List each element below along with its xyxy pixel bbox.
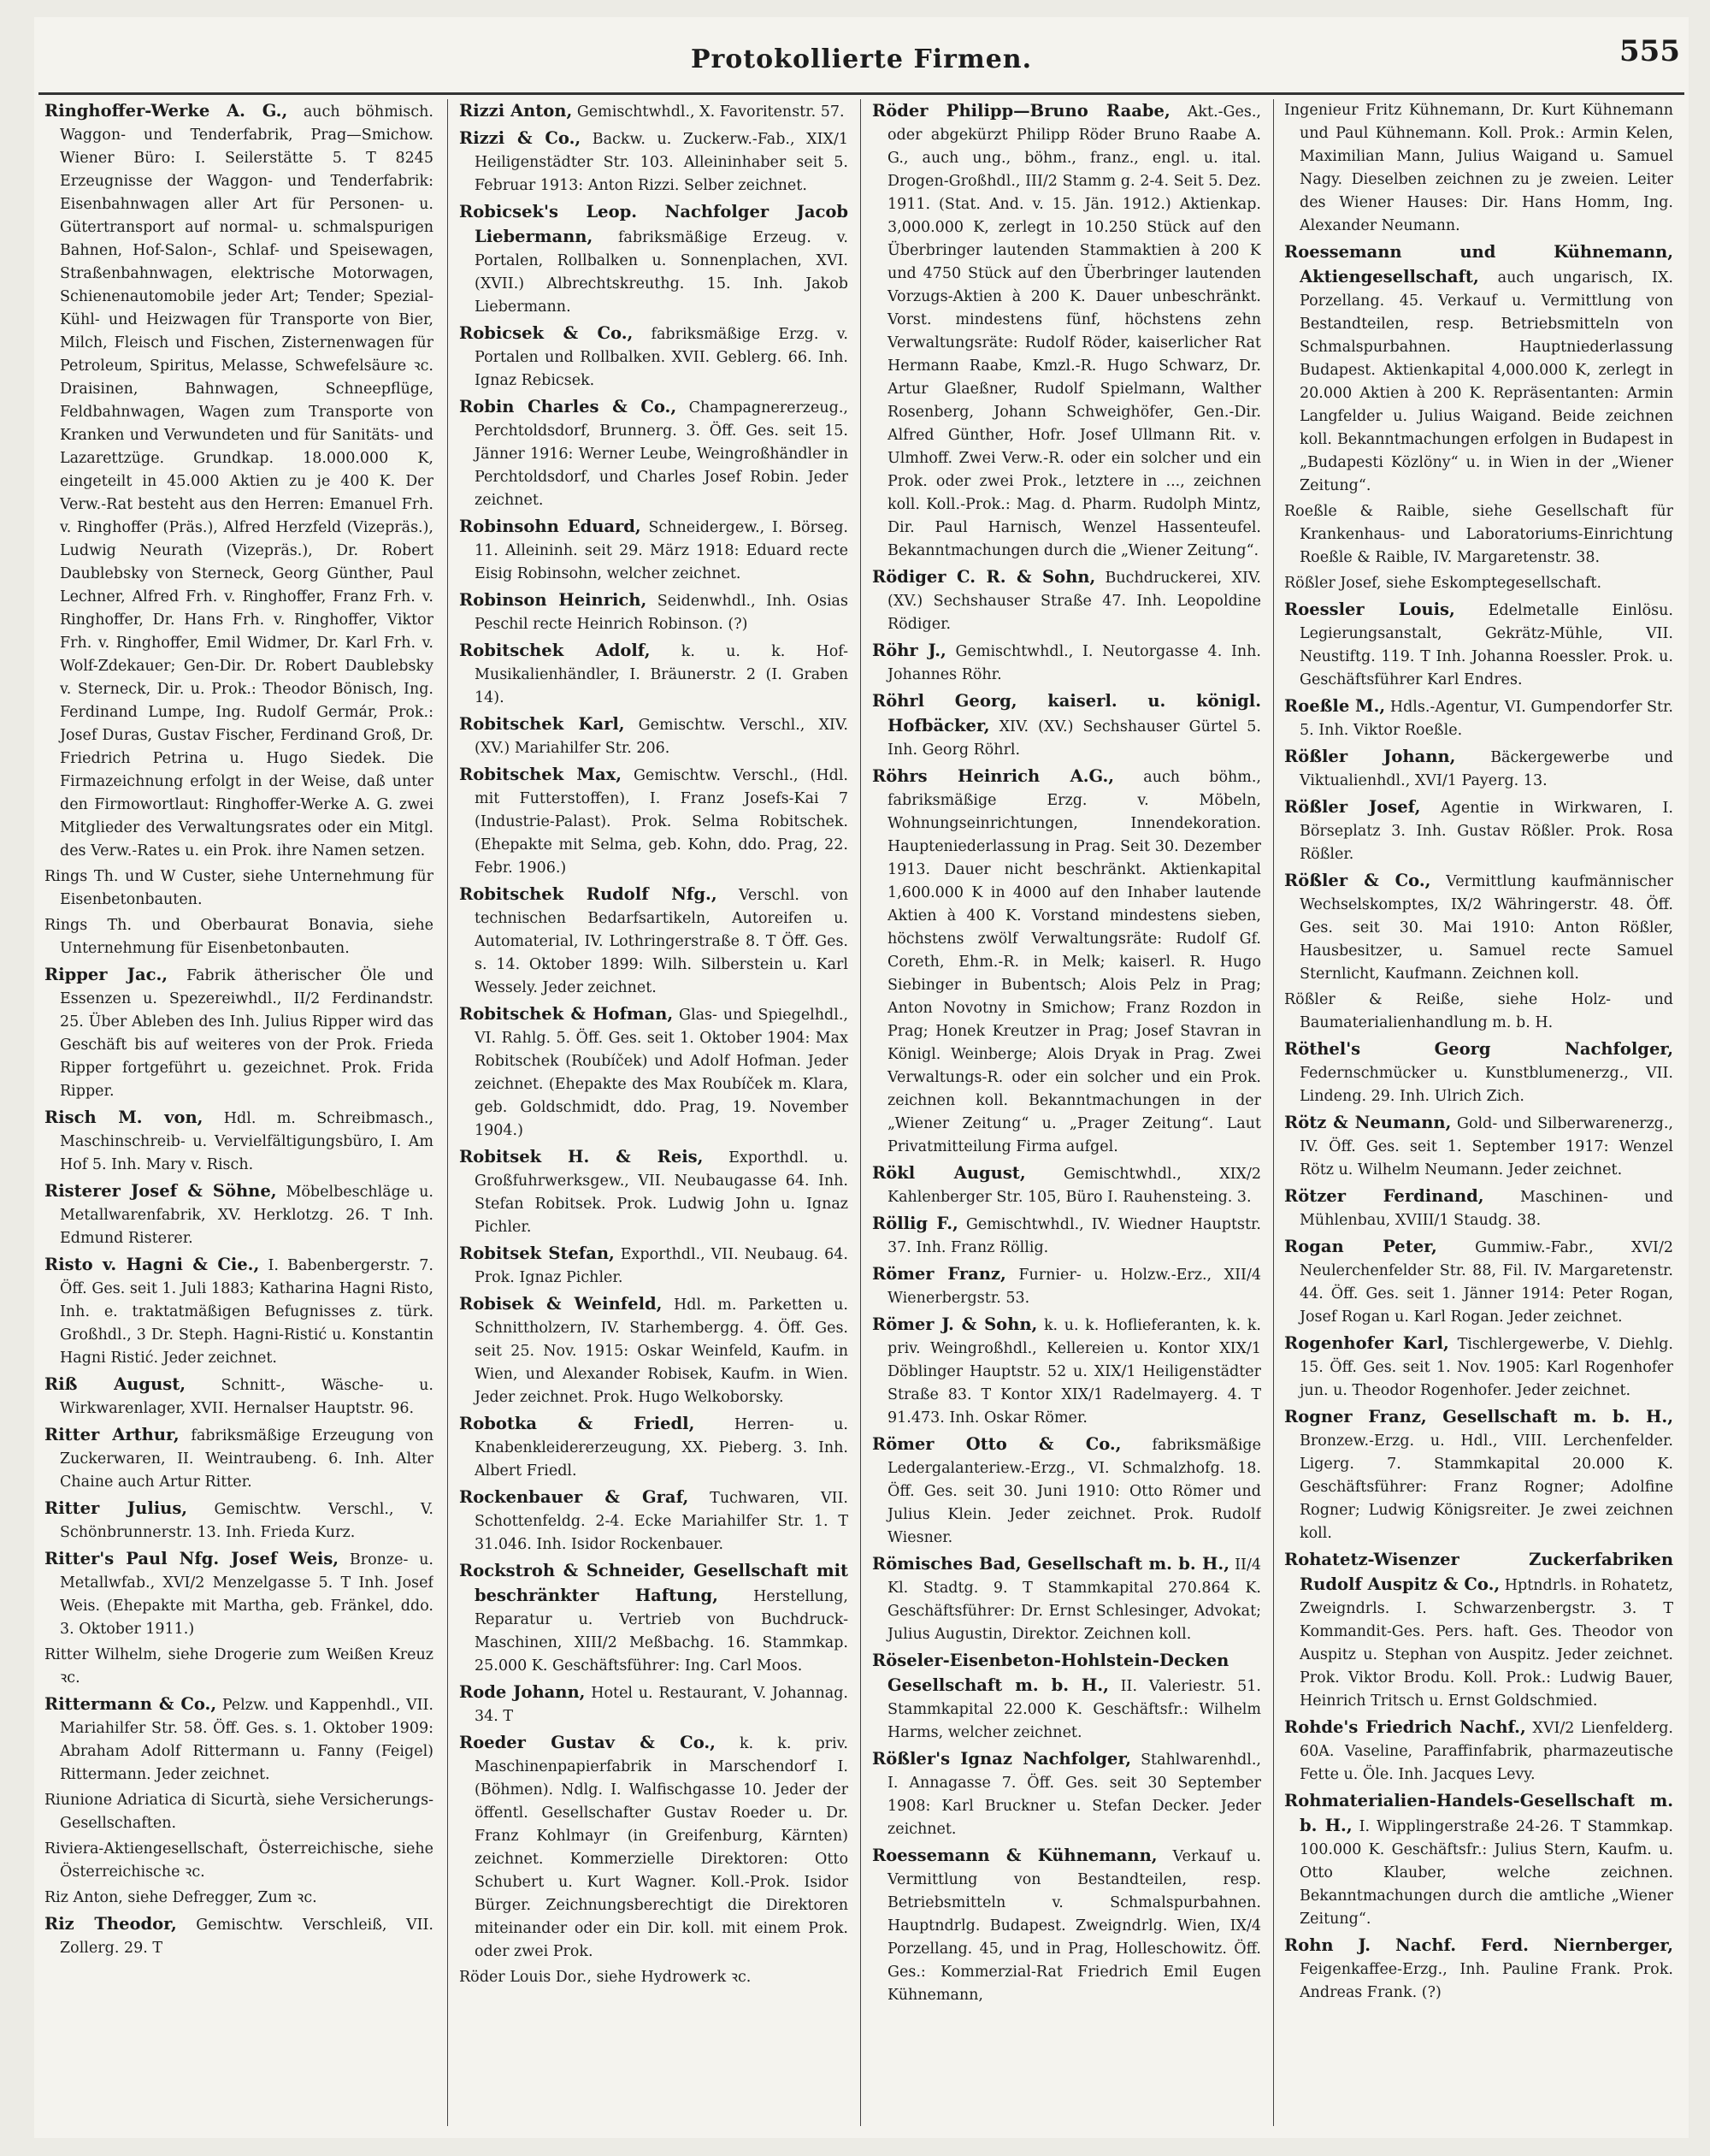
firm-name: Rittermann & Co., — [44, 1694, 217, 1714]
firm-name: Risto v. Hagni & Cie., — [44, 1255, 260, 1274]
firm-details: XIV. (XV.) Sechshauser Gürtel 5. Inh. Georg Röhrl. — [887, 718, 1261, 759]
firm-entry — [44, 1692, 433, 1787]
firm-details: Hotel u. Restaurant, V. Johannag. 34. T — [475, 1685, 848, 1725]
firm-entry — [459, 1292, 848, 1409]
firm-details: Glas- und Spiegelhdl., VI. Rahlg. 5. Öff. Ges. seit 1. Oktober 1904: Max Robitschek (Roubíček) und Adolf Hofman. Jeder zeichnet. (Ehepakte des Max Roubíček m. Klara, geb. Goldschmidt, ddo. Prag, 19. November 1904.) — [475, 1007, 848, 1139]
firm-details: Verschl. von technischen Bedarfsartikeln, Autoreifen u. Automaterial, IV. Lothringerstraße 8. T Öff. Ges. s. 14. Oktober 1899: Wilh. Silberstein u. Karl Wessely. Jeder zeichnet. — [475, 887, 848, 996]
firm-details: I. Wipplingerstraße 24-26. T Stammkap. 100.000 K. Geschäftsfr.: Julius Stern, Kaufm. u. Otto Klauber, welche zeichnen. Bekanntmachungen durch die amtliche „Wiener Zeitung“. — [1300, 1818, 1673, 1928]
firm-details: Schnitt-, Wäsche- u. Wirkwarenlager, XVII. Hernalser Hauptstr. 96. — [60, 1377, 433, 1417]
firm-name: Röhrl Georg, kaiserl. u. königl. Hofbäcker, — [872, 691, 1261, 735]
firm-entry — [44, 865, 433, 912]
firm-details: Pelzw. und Kappenhdl., VII. Mariahilfer Str. 58. Öff. Ges. s. 1. Oktober 1909: Abraham Adolf Rittermann u. Fanny (Feigel) Rittermann. Jeder zeichnet. — [60, 1697, 433, 1783]
firm-entry — [44, 1887, 433, 1910]
firm-details: Gemischtw. Verschl., (Hdl. mit Futterstoffen), I. Franz Josefs-Kai 7 (Industrie-Palast). Prok. Selma Robitschek. (Ehepakte mit Selma, geb. Kohn, ddo. Prag, 22. Febr. 1906.) — [475, 767, 848, 877]
column-2 — [459, 99, 848, 2126]
firm-details: Riviera-Aktiengesellschaft, Österreichische, siehe Österreichische ꝛc. — [44, 1840, 433, 1881]
firm-entry — [1284, 1332, 1673, 1403]
header-rule — [38, 92, 1684, 95]
firm-details: Seidenwhdl., Inh. Osias Peschil recte Heinrich Robinson. (?) — [475, 593, 848, 633]
firm-entry — [872, 1844, 1261, 2007]
firm-name: Riß August, — [44, 1374, 186, 1394]
firm-entry — [44, 1789, 433, 1835]
firm-entry — [459, 515, 848, 586]
firm-name: Rötz & Neumann, — [1284, 1113, 1452, 1132]
firm-details: Riz Anton, siehe Defregger, Zum ꝛc. — [44, 1889, 317, 1906]
firm-details: Vermittlung kaufmännischer Wechselskomptes, IX/2 Währingerstr. 48. Öff. Ges. seit 30. Mai 1910: Anton Rößler, Hausbesitzer, u. Samuel recte Samuel Sternlicht, Kaufmann. Zeichnen koll. — [1300, 873, 1673, 983]
firm-name: Röthel's Georg Nachfolger, — [1284, 1039, 1673, 1059]
firm-details: Backw. u. Zuckerw.-Fab., XIX/1 Heiligenstädter Str. 103. Alleininhaber seit 5. Februar 1913: Anton Rizzi. Selber zeichnet. — [475, 131, 848, 194]
firm-details: Maschinen- und Mühlenbau, XVIII/1 Staudg. 38. — [1300, 1189, 1673, 1229]
column-1 — [44, 99, 433, 2126]
firm-entry — [872, 99, 1261, 563]
firm-details: Ingenieur Fritz Kühnemann, Dr. Kurt Kühnemann und Paul Kühnemann. Koll. Prok.: Armin Kelen, Maximilian Mann, Julius Waigand u. Samuel Nagy. Dieselben zeichnen zu je zweien. Leiter des Wiener Hauses: Dir. Hans Homm, Ing. Alexander Neumann. — [1284, 102, 1673, 234]
firm-name: Rödiger C. R. & Sohn, — [872, 567, 1096, 587]
firm-details: Hdl. m. Parketten u. Schnittholzern, IV. Starhembergg. 4. Öff. Ges. seit 25. Nov. 1915: Oskar Weinfeld, Kaufm. in Wien, und Alexander Robisek, Kaufm. in Wien. Jeder zeichnet. Prok. Hugo Welkoborsky. — [475, 1297, 848, 1406]
firm-entry — [44, 1106, 433, 1177]
firm-name: Rohde's Friedrich Nachf., — [1284, 1717, 1526, 1737]
firm-details: I. Babenbergerstr. 7. Öff. Ges. seit 1. Juli 1883; Katharina Hagni Risto, Inh. e. traktatmäßigen Befugnisses z. türk. Großhdl., 3 Dr. Steph. Hagni-Ristić u. Konstantin Hagni Ristić. Jeder zeichnet. — [60, 1257, 433, 1367]
firm-entry — [44, 1497, 433, 1545]
firm-name: Roessemann und Kühnemann, Aktiengesellschaft, — [1284, 242, 1673, 286]
firm-name: Rohatetz-Wisenzer Zuckerfabriken Rudolf Auspitz & Co., — [1284, 1550, 1673, 1594]
firm-details: Fabrik ätherischer Öle und Essenzen u. Spezereiwhdl., II/2 Ferdinandstr. 25. Über Ableben des Inh. Julius Ripper wird das Geschäft bis auf weiteres von der Prok. Frieda Ripper fortgeführt u. gezeichnet. Prok. Frida Ripper. — [60, 967, 433, 1100]
firm-name: Robitschek & Hofman, — [459, 1004, 674, 1024]
firm-name: Rötzer Ferdinand, — [1284, 1186, 1484, 1206]
firm-details: k. u. k. Hof-Musikalienhändler, I. Bräunerstr. 2 (I. Graben 14). — [475, 643, 848, 706]
directory-page — [34, 17, 1689, 2138]
firm-details: Rößler Josef, siehe Eskomptegesellschaft. — [1284, 575, 1602, 592]
firm-details: k. u. k. Hoflieferanten, k. k. priv. Weingroßhdl., Kellereien u. Kontor XIX/1 Döblinger Hauptstr. 52 u. XIX/1 Heiligenstädter Straße 83. T Kontor XIX/1 Radelmayerg. 4. T 91.473. Inh. Oskar Römer. — [887, 1317, 1261, 1427]
firm-entry — [44, 963, 433, 1103]
firm-details: Buchdruckerei, XIV. (XV.) Sechshauser Straße 47. Inh. Leopoldine Rödiger. — [887, 570, 1261, 633]
firm-entry — [1284, 1934, 1673, 2005]
firm-entry — [1284, 1111, 1673, 1182]
firm-name: Röseler-Eisenbeton-Hohlstein-Decken Gesellschaft m. b. H., — [872, 1651, 1229, 1695]
firm-details: Roeßle & Raible, siehe Gesellschaft für Krankenhaus- und Laboratoriums-Einrichtung Roeßle & Raible, IV. Margaretenstr. 38. — [1284, 503, 1673, 566]
firm-details: auch böhm., fabriksmäßige Erzg. v. Möbeln, Wohnungseinrichtungen, Innendekoration. Haupteniederlassung in Prag. Seit 30. Dezember 1913. Dauer nicht beschränkt. Aktienkapital 1,600.000 K in 4000 auf den Inhaber lautende Aktien à 400 K. Vorstand mindestens sieben, höchstens zwölf Verwaltungsräte: Rudolf Gf. Coreth, Ehm.-R. in Melk; kaiserl. R. Hugo Siebinger in Bubentsch; Alois Pelz in Prag; Anton Novotny in Smichow; Franz Rozdon in Prag; Honek Kreutzer in Prag; Josef Stavran in Königl. Weinberge; Alois Dryak in Prag. Zwei Verwaltungs-R. oder ein solcher und ein Prok. zeichnen koll. Bekanntmachungen in der „Wiener Zeitung“ u. „Prager Zeitung“. Laut Privatmitteilung Firma aufgel. — [887, 769, 1261, 1155]
firm-details: Ritter Wilhelm, siehe Drogerie zum Weißen Kreuz ꝛc. — [44, 1646, 433, 1686]
page-number: 555 — [1619, 34, 1680, 68]
firm-entry — [1284, 1037, 1673, 1108]
firm-name: Robin Charles & Co., — [459, 397, 677, 416]
firm-details: k. k. priv. Maschinenpapierfabrik in Marschendorf I. (Böhmen). Ndlg. I. Walfischgasse 10. Jeder der öffentl. Gesellschafter Gustav Roeder u. Dr. Franz Kohlmayr (in Greifenburg, Kärnten) zeichnet. Kommerzielle Direktoren: Otto Schubert u. Kurt Wagner. Koll.-Prok. Isidor Bürger. Zeichnungsberechtigt die Direktoren miteinander oder ein Dir. koll. mit einem Prok. oder zwei Prok. — [475, 1735, 848, 1960]
firm-details: Gemischtwhdl., X. Favoritenstr. 57. — [576, 103, 845, 121]
firm-name: Riz Theodor, — [44, 1914, 177, 1934]
firm-entry — [1284, 1184, 1673, 1232]
firm-name: Robinson Heinrich, — [459, 590, 647, 610]
column-divider — [1273, 99, 1274, 2126]
firm-entry — [1284, 572, 1673, 595]
firm-name: Ringhoffer-Werke A. G., — [44, 101, 288, 121]
firm-name: Robotka & Friedl, — [459, 1414, 695, 1433]
firm-entry — [459, 395, 848, 512]
firm-entry — [44, 1644, 433, 1690]
firm-entry — [459, 1242, 848, 1290]
firm-name: Robisek & Weinfeld, — [459, 1294, 663, 1314]
firm-name: Rößler & Co., — [1284, 871, 1431, 890]
firm-entry — [44, 1912, 433, 1960]
firm-details: Verkauf u. Vermittlung von Bestandteilen, resp. Betriebsmitteln v. Schmalspurbahnen. Hauptndrlg. Budapest. Zweigndrlg. Wien, IX/4 Porzellang. 45, und in Prag, Holleschowitz. Öff. Ges.: Kommerzial-Rat Friedrich Emil Eugen Kühnemann, — [887, 1848, 1261, 2004]
firm-entry — [459, 99, 848, 124]
firm-name: Ritter Arthur, — [44, 1425, 180, 1444]
firm-details: Rings Th. und W Custer, siehe Unternehmung für Eisenbetonbauten. — [44, 868, 433, 908]
firm-name: Robinsohn Eduard, — [459, 517, 641, 536]
firm-name: Rode Johann, — [459, 1682, 586, 1702]
firm-details: Möbelbeschläge u. Metallwarenfabrik, XV. Herklotzg. 26. T Inh. Edmund Risterer. — [60, 1184, 433, 1247]
firm-details: Gemischtw. Verschleiß, VII. Zollerg. 29. T — [60, 1917, 433, 1957]
firm-details: Gemischtwhdl., IV. Wiedner Hauptstr. 37. Inh. Franz Röllig. — [887, 1216, 1261, 1256]
firm-details: Tischlergewerbe, V. Diehlg. 15. Öff. Ges. seit 1. Nov. 1905: Karl Rogenhofer jun. u. Theodor Rogenhofer. Jeder zeichnet. — [1300, 1336, 1673, 1399]
firm-entry — [459, 1002, 848, 1143]
firm-details: auch ungarisch, IX. Porzellang. 45. Verkauf u. Vermittlung von Bestandteilen, resp. Betriebsmitteln von Schmalspurbahnen. Hauptniederlassung Budapest. Aktienkapital 4,000.000 K, zerlegt in 20.000 Aktien à 200 K. Repräsentanten: Armin Langfelder u. Julius Waigand. Beide zeichnen koll. Bekanntmachungen erfolgen in Budapest in „Budapesti Közlöny“ u. in Wien in der „Wiener Zeitung“. — [1300, 269, 1673, 494]
firm-entry — [1284, 694, 1673, 742]
firm-name: Röhrs Heinrich A.G., — [872, 766, 1115, 786]
firm-details: Federnschmücker u. Kunstblumenerzg., VII. Lindeng. 29. Inh. Ulrich Zich. — [1300, 1065, 1673, 1105]
firm-details: Exporthdl. u. Großfuhrwerksgew., VII. Neubaugasse 64. Inh. Stefan Robitsek. Prok. Ludwig John u. Ignaz Pichler. — [475, 1149, 848, 1236]
firm-name: Roeßle M., — [1284, 696, 1386, 716]
firm-name: Ripper Jac., — [44, 965, 168, 984]
firm-name: Rogenhofer Karl, — [1284, 1333, 1449, 1353]
firm-name: Rockenbauer & Graf, — [459, 1487, 689, 1507]
firm-entry — [1284, 795, 1673, 866]
firm-name: Robicsek & Co., — [459, 323, 634, 343]
firm-entry — [459, 1412, 848, 1483]
firm-name: Robitschek Max, — [459, 765, 622, 784]
firm-details: Rößler & Reiße, siehe Holz- und Baumaterialienhandlung m. b. H. — [1284, 991, 1673, 1031]
page-header — [34, 17, 1689, 94]
firm-entry — [459, 1731, 848, 1964]
firm-entry — [44, 1838, 433, 1884]
firm-entry — [459, 1486, 848, 1556]
firm-entry — [44, 914, 433, 960]
firm-name: Rößler Josef, — [1284, 797, 1421, 817]
firm-name: Rohmaterialien-Handels-Gesellschaft m. b. H., — [1284, 1791, 1673, 1835]
firm-entry — [872, 689, 1261, 762]
firm-entry — [459, 712, 848, 760]
firm-details: Gemischtwhdl., I. Neutorgasse 4. Inh. Johannes Röhr. — [887, 643, 1261, 683]
firm-details: Herren- u. Knabenkleidererzeugung, XX. Pieberg. 3. Inh. Albert Friedl. — [475, 1416, 848, 1480]
firm-details: II/4 Kl. Stadtg. 9. T Stammkapital 270.864 K. Geschäftsführer: Dr. Ernst Schlesinger, Advokat; Julius Augustin, Direktor. Zeichnen koll. — [887, 1556, 1261, 1643]
firm-name: Römer J. & Sohn, — [872, 1314, 1038, 1334]
firm-entry — [44, 99, 433, 863]
firm-entry — [44, 1547, 433, 1641]
firm-entry — [1284, 598, 1673, 692]
firm-entry — [1284, 1548, 1673, 1713]
firm-name: Ritter's Paul Nfg. Josef Weis, — [44, 1549, 339, 1568]
firm-details: Tuchwaren, VII. Schottenfeldg. 2-4. Ecke Mariahilfer Str. 1. T 31.046. Inh. Isidor Rockenbauer. — [475, 1490, 848, 1553]
firm-name: Robitschek Adolf, — [459, 641, 651, 660]
firm-entry — [872, 639, 1261, 687]
firm-entry — [872, 765, 1261, 1159]
firm-entry — [44, 1179, 433, 1250]
firm-name: Robitsek H. & Reis, — [459, 1147, 704, 1167]
firm-name: Robitschek Rudolf Nfg., — [459, 884, 717, 904]
firm-entry — [1284, 1789, 1673, 1931]
firm-details: Gummiw.-Fabr., XVI/2 Neulerchenfelder Str. 88, Fil. IV. Margaretenstr. 44. Öff. Ges. seit 1. Jänner 1914: Peter Rogan, Josef Rogan u. Karl Rogan. Jeder zeichnet. — [1300, 1239, 1673, 1326]
firm-name: Römer Otto & Co., — [872, 1434, 1122, 1454]
firm-details: Hdls.-Agentur, VI. Gumpendorfer Str. 5. Inh. Viktor Roeßle. — [1300, 699, 1673, 739]
firm-entry — [459, 200, 848, 319]
column-divider — [447, 99, 448, 2126]
firm-name: Roessler Louis, — [1284, 600, 1455, 619]
firm-details: Gemischtw. Verschl., V. Schönbrunnerstr. 13. Inh. Frieda Kurz. — [60, 1501, 433, 1541]
firm-details: Hptndrls. in Rohatetz, Zweigndrls. I. Schwarzenbergstr. 3. T Kommandit-Ges. Pers. haft. Ges. Theodor von Auspitz u. Stephan von Auspitz. Jeder zeichnet. Prok. Viktor Brodu. Koll. Prok.: Ludwig Bauer, Heinrich Tritsch u. Ernst Goldschmied. — [1300, 1577, 1673, 1710]
firm-entry — [459, 1966, 848, 1989]
firm-details: fabriksmäßige Ledergalanteriew.-Erzg., VI. Schmalzhofg. 18. Öff. Ges. seit 30. Juni 1910: Otto Römer und Julius Klein. Jeder zeichnet. Prok. Rudolf Wiesner. — [887, 1437, 1261, 1546]
firm-entry — [44, 1423, 433, 1494]
firm-details: II. Valeriestr. 51. Stammkapital 22.000 K. Geschäftsfr.: Wilhelm Harms, welcher zeichnet. — [887, 1678, 1261, 1741]
firm-details: Champagnererzeug., Perchtoldsdorf, Brunnerg. 3. Öff. Ges. seit 15. Jänner 1916: Werner Leube, Weingroßhändler in Perchtoldsdorf, und Charles Josef Robin. Jeder zeichnet. — [475, 399, 848, 509]
firm-details: fabriksmäßige Erzg. v. Portalen und Rollbalken. XVII. Geblerg. 66. Inh. Ignaz Rebicsek. — [475, 326, 848, 389]
firm-entry — [1284, 869, 1673, 986]
firm-name: Röllig F., — [872, 1214, 958, 1233]
firm-entry — [459, 763, 848, 880]
firm-entry — [1284, 240, 1673, 498]
firm-entry — [872, 1161, 1261, 1209]
firm-details: Bronze- u. Metallwfab., XVI/2 Menzelgasse 5. T Inh. Josef Weis. (Ehepakte mit Martha, geb. Fränkel, ddo. 3. Oktober 1911.) — [60, 1551, 433, 1638]
firm-details: Gemischtw. Verschl., XIV. (XV.) Mariahilfer Str. 206. — [475, 717, 848, 757]
firm-entry — [872, 565, 1261, 636]
firm-details: Furnier- u. Holzw.-Erz., XII/4 Wienerbergstr. 53. — [887, 1267, 1261, 1307]
firm-name: Rizzi Anton, — [459, 101, 573, 121]
firm-name: Risterer Josef & Söhne, — [44, 1181, 277, 1201]
firm-details: Herstellung, Reparatur u. Vertrieb von Buchdruck-Maschinen, XIII/2 Meßbachg. 16. Stammkap. 25.000 K. Geschäftsführer: Ing. Carl Moos. — [475, 1588, 848, 1675]
firm-details: Feigenkaffee-Erzg., Inh. Pauline Frank. Prok. Andreas Frank. (?) — [1300, 1961, 1673, 2001]
firm-details: Akt.-Ges., oder abgekürzt Philipp Röder Bruno Raabe A. G., auch ung., böhm., franz., engl. u. ital. Drogen-Großhdl., III/2 Stamm g. 2-4. Seit 5. Dez. 1911. (Stat. And. v. 15. Jän. 1912.) Aktienkap. 3,000.000 K, zerlegt in 10.250 Stück auf den Überbringer lautenden Stammaktien à 200 K und 4750 Stück auf den Überbringer lautenden Vorzugs-Aktien à 200 K. Dauer unbeschränkt. Vorst. mindestens fünf, höchstens zehn Verwaltungsräte: Rudolf Röder, kaiserlicher Rat Hermann Raabe, Kmzl.-R. Hugo Schwarz, Dr. Artur Glaeßner, Rudolf Spielmann, Walther Rosenberg, Johann Schweighöfer, Gen.-Dir. Alfred Günther, Hofr. Josef Ullmann Rit. v. Ulmhoff. Zwei Verw.-R. oder ein solcher und ein Prok. oder zwei Prok., letztere in ..., zeichnen koll. Koll.-Prok.: Mag. d. Pharm. Rudolph Mintz, Dir. Paul Harnisch, Wenzel Hassenteufel. Bekanntmachungen durch die „Wiener Zeitung“. — [887, 103, 1261, 559]
firm-entry — [459, 127, 848, 198]
firm-entry — [459, 639, 848, 710]
firm-name: Roeder Gustav & Co., — [459, 1733, 716, 1752]
firm-name: Rogner Franz, Gesellschaft m. b. H., — [1284, 1407, 1673, 1427]
column-divider — [860, 99, 861, 2126]
firm-entry — [44, 1373, 433, 1421]
column-3 — [872, 99, 1261, 2126]
firm-name: Röder Philipp—Bruno Raabe, — [872, 101, 1170, 121]
firm-entry — [872, 1262, 1261, 1310]
firm-entry — [1284, 99, 1673, 238]
firm-details: Exporthdl., VII. Neubaug. 64. Prok. Ignaz Pichler. — [475, 1246, 848, 1286]
firm-entry — [1284, 500, 1673, 570]
firm-name: Risch M. von, — [44, 1108, 203, 1127]
firm-name: Rohn J. Nachf. Ferd. Niernberger, — [1284, 1935, 1673, 1955]
firm-entry — [1284, 1235, 1673, 1329]
firm-entry — [872, 1212, 1261, 1260]
firm-details: fabriksmäßige Erzeugung von Zuckerwaren, II. Weintraubeng. 6. Inh. Alter Chaine auch Artur Ritter. — [60, 1427, 433, 1491]
firm-name: Rockstroh & Schneider, Gesellschaft mit beschränkter Haftung, — [459, 1561, 848, 1605]
firm-entry — [459, 1559, 848, 1678]
firm-name: Rogan Peter, — [1284, 1237, 1437, 1256]
firm-entry — [872, 1432, 1261, 1550]
firm-entry — [872, 1313, 1261, 1430]
firm-name: Robicsek's Leop. Nachfolger Jacob Liebermann, — [459, 202, 848, 246]
column-4 — [1284, 99, 1673, 2126]
firm-details: Bäckergewerbe und Viktualienhdl., XVI/1 Payerg. 13. — [1300, 749, 1673, 789]
firm-details: XVI/2 Lienfelderg. 60A. Vaseline, Paraffinfabrik, pharmazeutische Fette u. Öle. Inh. Jacques Levy. — [1300, 1720, 1673, 1783]
firm-details: fabriksmäßige Erzeug. v. Portalen, Rollbalken u. Sonnenplachen, XVI. (XVII.) Albrechtskreuthg. 15. Inh. Jakob Liebermann. — [475, 229, 848, 316]
firm-name: Rößler Johann, — [1284, 747, 1456, 766]
firm-details: Gemischtwhdl., XIX/2 Kahlenberger Str. 105, Büro I. Rauhensteing. 3. — [887, 1166, 1261, 1206]
firm-details: Röder Louis Dor., siehe Hydrowerk ꝛc. — [459, 1969, 752, 1986]
firm-entry — [1284, 1716, 1673, 1787]
firm-entry — [872, 1747, 1261, 1841]
firm-entry — [459, 883, 848, 1000]
firm-details: Rings Th. und Oberbaurat Bonavia, siehe Unternehmung für Eisenbetonbauten. — [44, 917, 433, 957]
firm-details: Hdl. m. Schreibmasch., Maschinschreib- u. Vervielfältigungsbüro, I. Am Hof 5. Inh. Mary v. Risch. — [60, 1110, 433, 1173]
firm-name: Robitschek Karl, — [459, 714, 625, 734]
firm-entry — [459, 1145, 848, 1239]
firm-details: Agentie in Wirkwaren, I. Börseplatz 3. Inh. Gustav Rößler. Prok. Rosa Rößler. — [1300, 800, 1673, 863]
firm-entry — [1284, 989, 1673, 1035]
firm-name: Römer Franz, — [872, 1264, 1006, 1284]
firm-details: Schneidergew., I. Börseg. 11. Alleininh. seit 29. März 1918: Eduard recte Eisig Robinsohn, welcher zeichnet. — [475, 519, 848, 582]
firm-name: Rößler's Ignaz Nachfolger, — [872, 1749, 1132, 1769]
firm-details: auch böhmisch. Waggon- und Tenderfabrik, Prag—Smichow. Wiener Büro: I. Seilerstätte 5. T 8245 Erzeugnisse der Waggon- und Tenderfabrik: Eisenbahnwagen aller Art für Personen- u. Gütertransport auf normal- u. schmalspurigen Bahnen, Hof-Salon-, Schlaf- und Speisewagen, Straßenbahnwagen, elektrische Motorwagen, Schienenautomobile jeder Art; Tender; Spezial-Kühl- und Heizwagen für Transporte von Bier, Milch, Fleisch und Fischen, Zisternenwagen für Petroleum, Spiritus, Melasse, Schwefelsäure ꝛc. Draisinen, Bahnwagen, Schneepflüge, Feldbahnwagen, Wagen zum Transporte von Kranken und Verwundeten und für Sanitäts- und Lazarettzüge. Grundkap. 18.000.000 K, eingeteilt in 45.000 Aktien zu je 400 K. Der Verw.-Rat besteht aus den Herren: Emanuel Frh. v. Ringhoffer (Präs.), Alfred Herzfeld (Vizepräs.), Ludwig Neurath (Vizepräs.), Dr. Robert Daublebsky von Sterneck, Georg Günther, Paul Lechner, Alfred Frh. v. Ringhoffer, Franz Frh. v. Ringhoffer, Dr. Hans Frh. v. Ringhoffer, Viktor Frh. v. Ringhoffer, Emil Widmer, Dr. Karl Frh. v. Wolf-Zdekauer; Gen-Dir. Dr. Robert Daublebsky v. Sterneck, Dir. u. Prok.: Theodor Bönisch, Ing. Ferdinand Lumpe, Ing. Rudolf Germár, Prok.: Josef Duras, Gustav Fischer, Ferdinand Groß, Dr. Friedrich Petrina u. Hugo Siedek. Die Firmazeichnung erfolgt in der Weise, daß unter den Firmowortlaut: Ringhoffer-Werke A. G. zwei Mitglieder des Verwaltungsrates oder ein Mitgl. des Verw.-Rates u. ein Prok. ihre Namen setzen. — [60, 103, 433, 859]
firm-details: Gold- und Silberwarenerzg., IV. Öff. Ges. seit 1. September 1917: Wenzel Rötz u. Wilhelm Neumann. Jeder zeichnet. — [1300, 1115, 1673, 1178]
firm-name: Roessemann & Kühnemann, — [872, 1846, 1158, 1865]
firm-name: Robitsek Stefan, — [459, 1243, 615, 1263]
firm-entry — [872, 1552, 1261, 1646]
firm-details: Riunione Adriatica di Sicurtà, siehe Versicherungs-Gesellschaften. — [44, 1792, 433, 1832]
firm-entry — [872, 1649, 1261, 1745]
firm-entry — [459, 588, 848, 636]
firm-entry — [44, 1253, 433, 1370]
page-title: Protokollierte Firmen. — [690, 44, 1033, 74]
firm-name: Röhr J., — [872, 641, 946, 660]
firm-details: Bronzew.-Erzg. u. Hdl., VIII. Lerchenfelder. Ligerg. 7. Stammkapital 20.000 K. Geschäftsführer: Franz Rogner; Adolfine Rogner; Ludwig Königsreiter. Je zwei zeichnen koll. — [1300, 1432, 1673, 1542]
firm-name: Römisches Bad, Gesellschaft m. b. H., — [872, 1554, 1230, 1574]
firm-entry — [1284, 1405, 1673, 1545]
firm-name: Rizzi & Co., — [459, 128, 581, 148]
firm-entry — [459, 322, 848, 393]
firm-entry — [1284, 745, 1673, 793]
firm-details: Stahlwarenhdl., I. Annagasse 7. Öff. Ges. seit 30 September 1908: Karl Bruckner u. Stefan Decker. Jeder zeichnet. — [887, 1751, 1261, 1838]
firm-details: Edelmetalle Einlösu. Legierungsanstalt, Gekrätz-Mühle, VII. Neustiftg. 119. T Inh. Johanna Roessler. Prok. u. Geschäftsführer Karl Endres. — [1300, 602, 1673, 688]
firm-name: Rökl August, — [872, 1163, 1026, 1183]
firm-name: Ritter Julius, — [44, 1498, 188, 1518]
firm-entry — [459, 1680, 848, 1728]
